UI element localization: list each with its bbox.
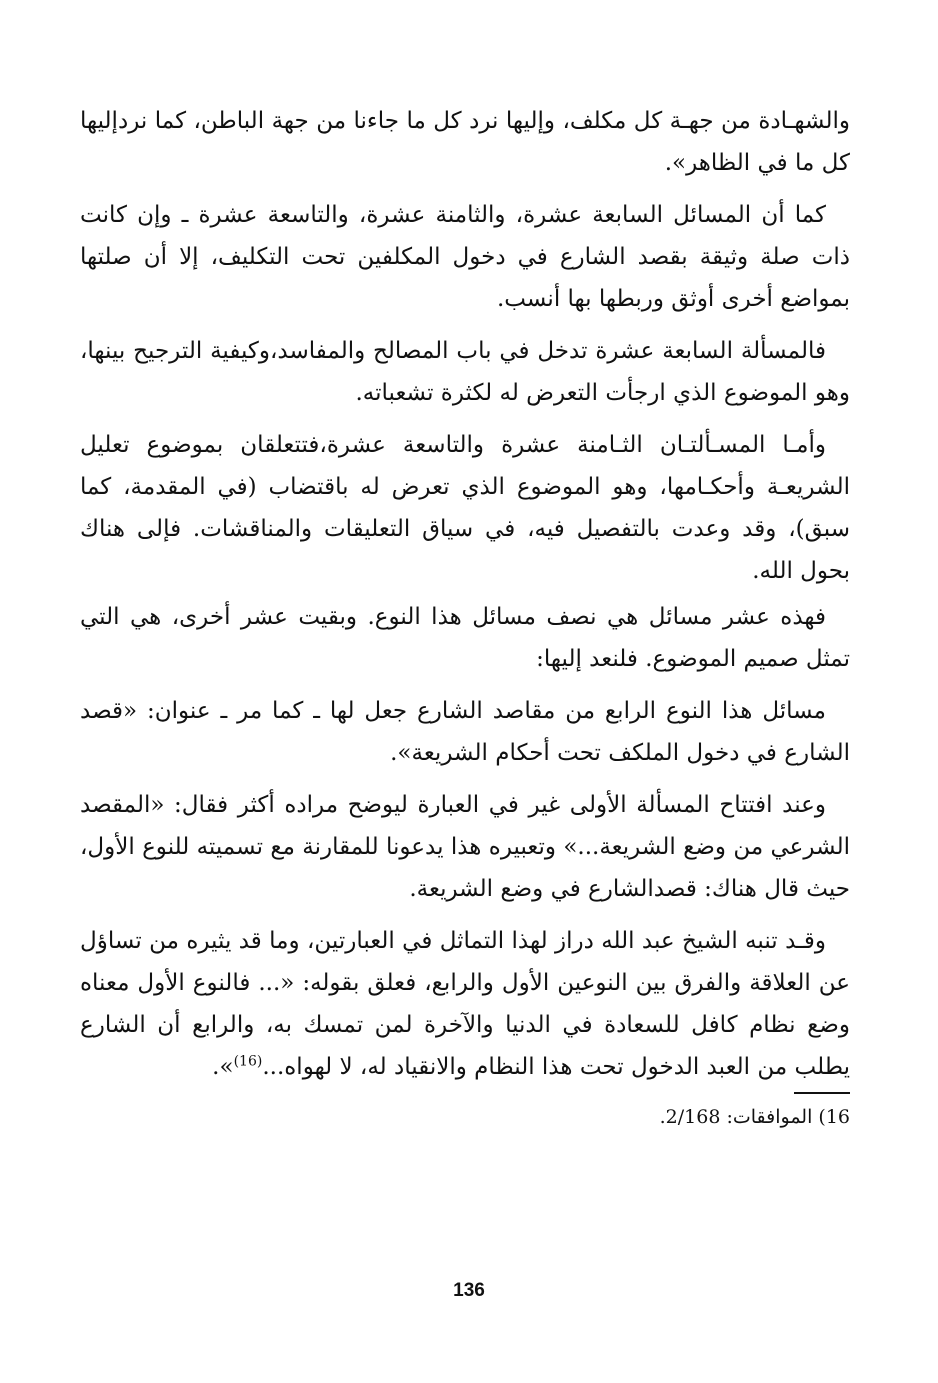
paragraph-3: فالمسألة السابعة عشرة تدخل في باب المصالح والمفاسد،وكيفية الترجيح بينها، وهو الموضوع الذي ارجأت التعرض له لكثرة تشعباته. <box>80 338 850 406</box>
footnote-number: 16) <box>818 1106 850 1128</box>
footnote <box>80 1102 850 1132</box>
paragraph-6: مسائل هذا النوع الرابع من مقاصد الشارع جعل لها ـ كما مر ـ عنوان: «قصد الشارع في دخول الملكف تحت أحكام الشريعة». <box>80 698 850 766</box>
page-body <box>80 100 850 1132</box>
paragraph-8-tail: ». <box>212 1054 234 1080</box>
paragraph-7: وعند افتتاح المسألة الأولى غير في العبارة ليوضح مراده أكثر فقال: «المقصد الشرعي من وضع الشريعة...» وتعبيره هذا يدعونا للمقارنة مع تسميته للنوع الأول، حيث قال هناك: قصدالشارع في وضع الشريعة. <box>80 792 850 902</box>
page-number: 136 <box>453 1280 485 1301</box>
paragraph-1: والشهـادة من جهـة كل مكلف، وإليها نرد كل ما جاءنا من جهة الباطن، كما نردإليها كل ما في الظاهر». <box>80 108 850 176</box>
paragraph-5: فهذه عشر مسائل هي نصف مسائل هذا النوع. وبقيت عشر أخرى، هي التي تمثل صميم الموضوع. فلنعد إليها: <box>80 604 850 672</box>
paragraph-8-text: وقـد تنبه الشيخ عبد الله دراز لهذا التماثل في العبارتين، وما قد يثيره من تساؤل عن العلاقة والفرق بين النوعين الأول والرابع، فعلق بقوله: «... فالنوع الأول معناه وضع نظام كافل للسعادة في الدنيا والآخرة لمن تمسك به، والرابع أن الشارع يطلب من العبد الدخول تحت هذا النظام والانقياد له، لا لهواه... <box>80 928 850 1080</box>
footnote-reference: (16) <box>233 1053 263 1070</box>
paragraph-2: كما أن المسائل السابعة عشرة، والثامنة عشرة، والتاسعة عشرة ـ وإن كانت ذات صلة وثيقة بقصد الشارع في دخول المكلفين تحت التكليف، إلا أن صلتها بمواضع أخرى أوثق وربطها بها أنسب. <box>80 202 850 312</box>
footnote-separator <box>794 1092 850 1094</box>
footnote-text: الموافقات: 2/168. <box>659 1106 813 1128</box>
paragraph-8 <box>80 920 850 1088</box>
paragraph-4: وأمـا المسـألتـان الثـامنة عشرة والتاسعة عشرة،فتتعلقان بموضوع تعليل الشريعـة وأحكـامها، وهو الموضوع الذي تعرض له باقتضاب (في المقدمة، كما سبق)، وقد وعدت بالتفصيل فيه، في سياق التعليقات والمناقشات. فإلى هناك بحول الله. <box>80 432 850 584</box>
